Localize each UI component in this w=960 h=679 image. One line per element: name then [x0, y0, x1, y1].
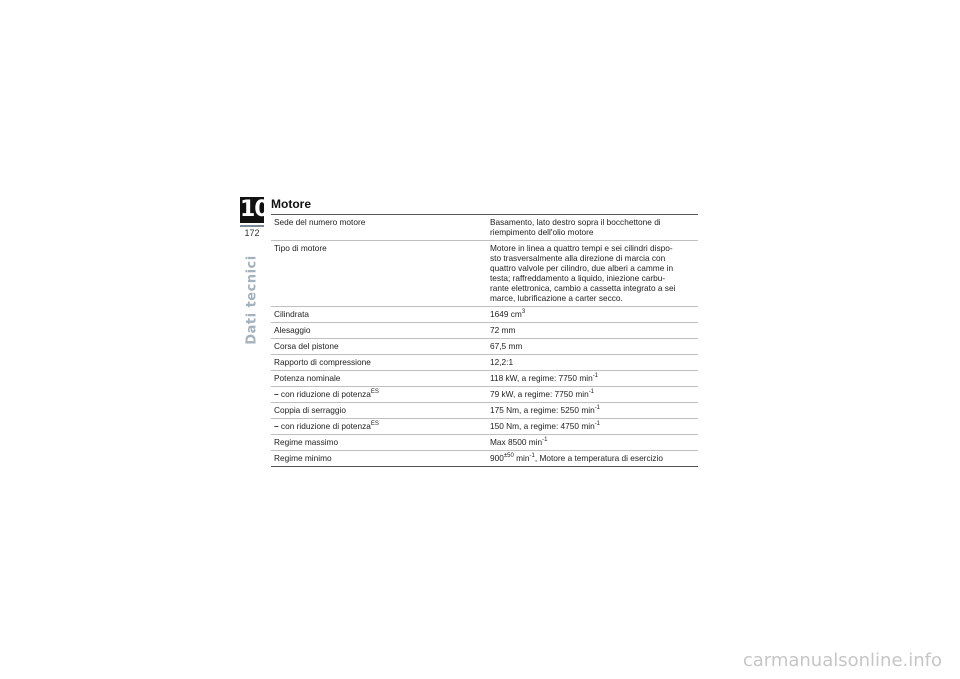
table-row	[271, 355, 698, 371]
table-row	[271, 215, 698, 241]
table-row	[271, 403, 698, 419]
spec-label: – con riduzione di potenza$^{ES}$	[271, 419, 487, 435]
spec-value: 12,2:1	[487, 355, 698, 371]
table-row	[271, 307, 698, 323]
spec-label: Rapporto di compressione	[271, 355, 487, 371]
spec-label: Sede del numero motore	[271, 215, 487, 241]
spec-label: Tipo di motore	[271, 241, 487, 307]
spec-value: 79 kW, a regime: 7750 $\min^{-1}$	[487, 387, 698, 403]
engine-specs-table	[271, 214, 698, 467]
table-row	[271, 451, 698, 467]
spec-value: 1649 $cm^3$	[487, 307, 698, 323]
spec-value: 72 mm	[487, 323, 698, 339]
spec-label: Regime massimo	[271, 435, 487, 451]
spec-value: Basamento, lato destro sopra il bocchettone di riempimento dell'olio motore	[487, 215, 698, 241]
spec-value: Max 8500 $\min^{-1}$	[487, 435, 698, 451]
chapter-marker	[240, 197, 269, 239]
table-row	[271, 339, 698, 355]
spec-value: Motore in linea a quattro tempi e sei cilindri dispo- sto trasversalmente alla direzione di marcia con quattro valvole per cilindro, due alberi a camme in testa; raffreddamento a liquido, iniezione carbu- rante elettronica, cambio a cassetta integrato a sei marce, lubrificazione a carter secco.	[487, 241, 698, 307]
table-row	[271, 435, 698, 451]
spec-label: Cilindrata	[271, 307, 487, 323]
table-row	[271, 419, 698, 435]
chapter-side-title	[240, 245, 264, 355]
spec-value: $900^{\pm 50}$ $\min^{-1}$, Motore a temperatura di esercizio	[487, 451, 698, 467]
page-number: 172	[240, 225, 264, 239]
spec-label: Regime minimo	[271, 451, 487, 467]
spec-value: 150 Nm, a regime: 4750 $\min^{-1}$	[487, 419, 698, 435]
table-row	[271, 371, 698, 387]
table-row	[271, 387, 698, 403]
chapter-side-title-text: Dati tecnici	[244, 255, 260, 345]
spec-label: Alesaggio	[271, 323, 487, 339]
chapter-number: 10	[240, 197, 269, 222]
spec-label: Coppia di serraggio	[271, 403, 487, 419]
section-title: Motore	[271, 197, 311, 211]
spec-value: 118 kW, a regime: 7750 $\min^{-1}$	[487, 371, 698, 387]
spec-label: – con riduzione di potenza$^{ES}$	[271, 387, 487, 403]
spec-label: Corsa del pistone	[271, 339, 487, 355]
spec-value: 67,5 mm	[487, 339, 698, 355]
table-row	[271, 241, 698, 307]
spec-label: Potenza nominale	[271, 371, 487, 387]
table-row	[271, 323, 698, 339]
watermark: carmanualsonline.info	[742, 650, 942, 671]
spec-value: 175 Nm, a regime: 5250 $\min^{-1}$	[487, 403, 698, 419]
